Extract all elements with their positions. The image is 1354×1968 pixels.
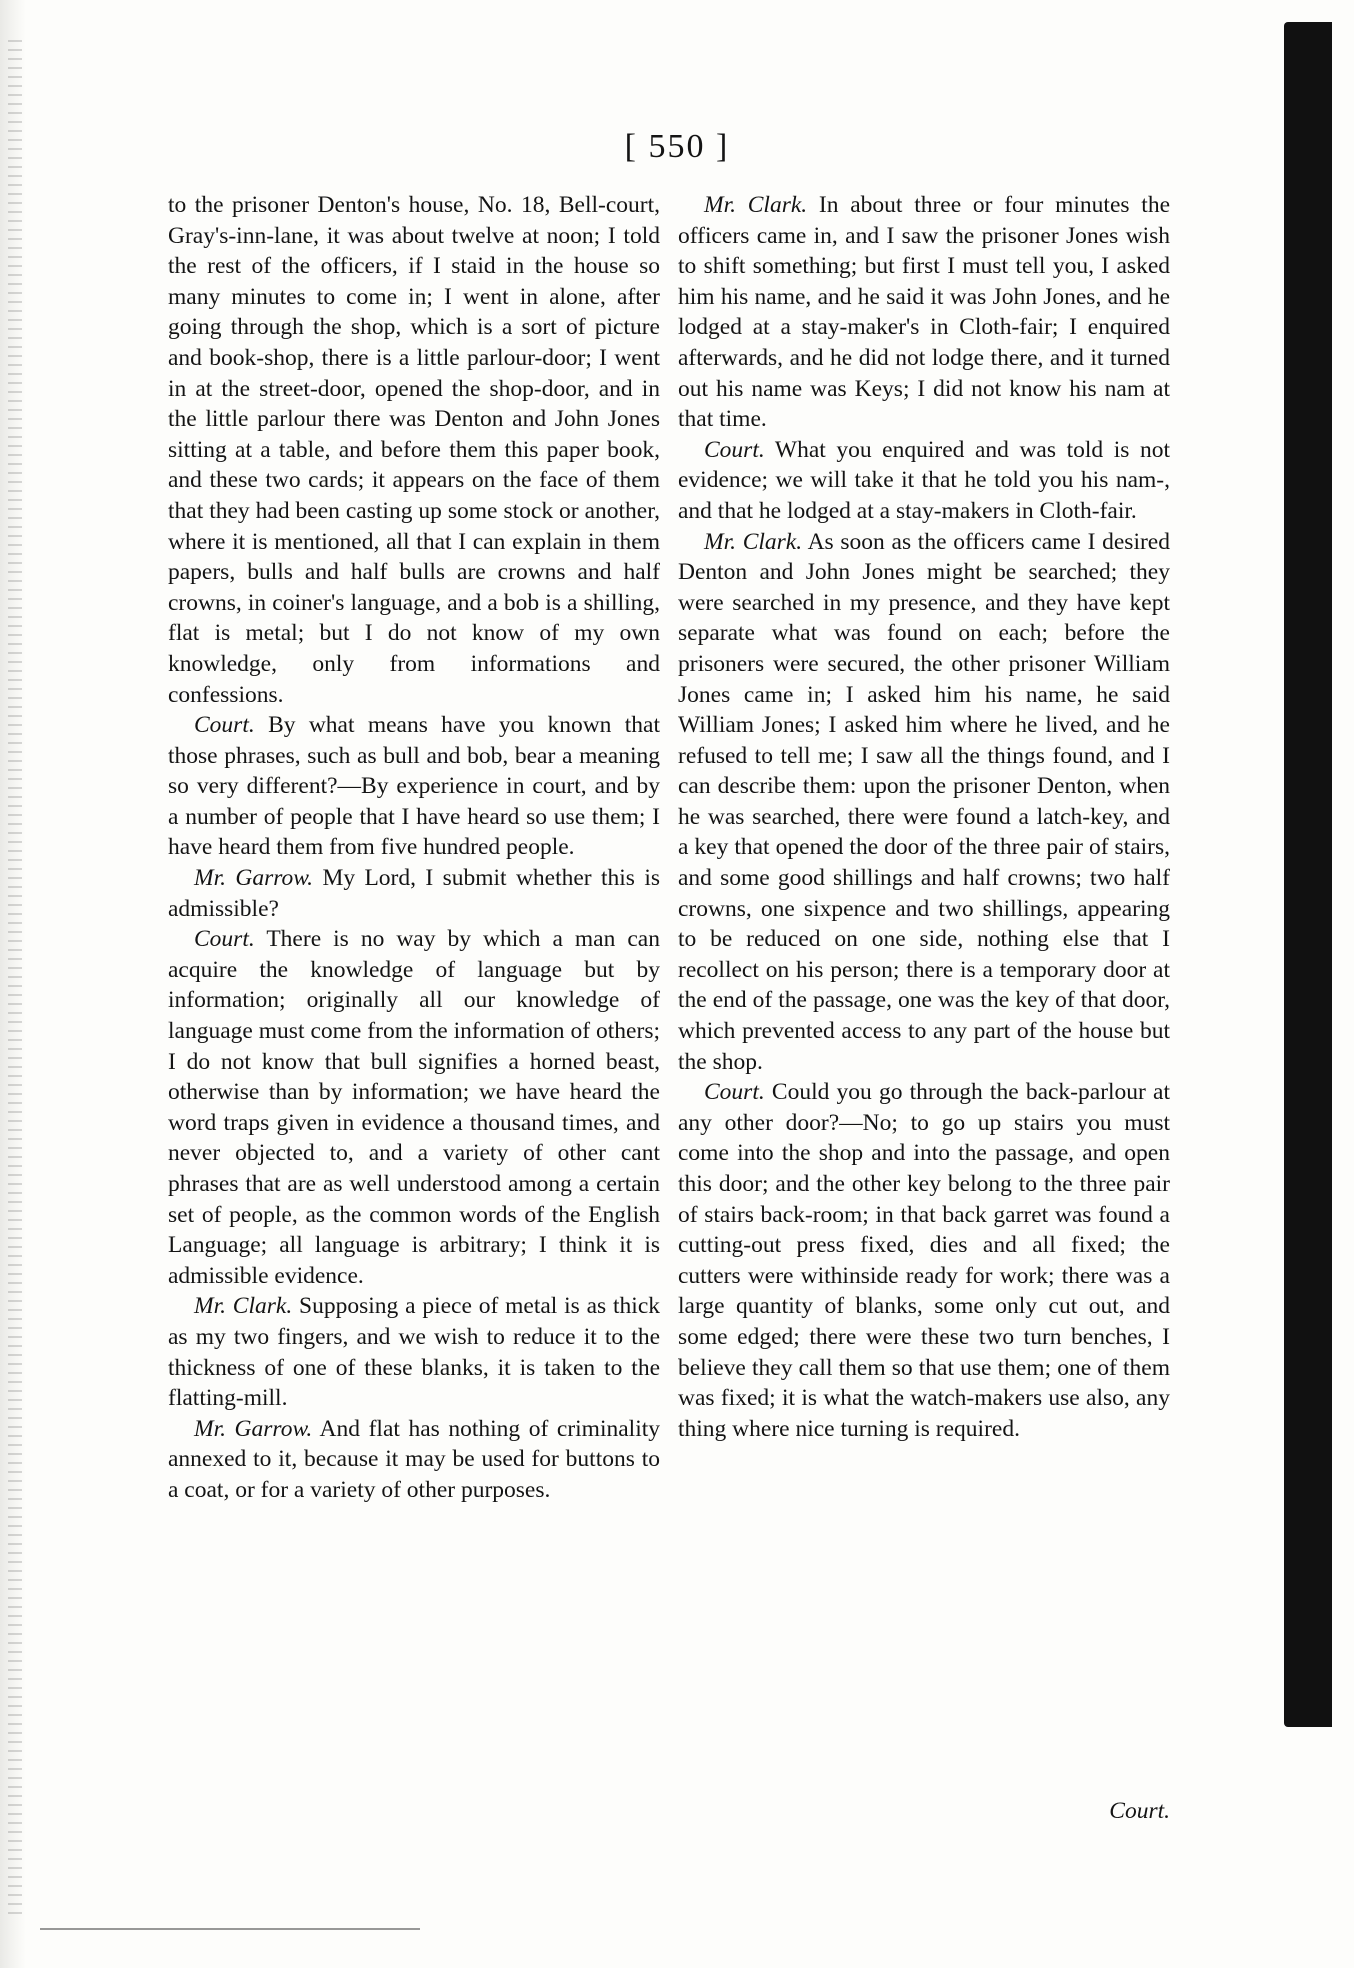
paragraph-text: Could you go through the back-parlour at any other door?—No; to go up stairs you must come into the shop and into the passage, and open this door; and the other key belong to the three pair of stairs back-room; in that back garret was found a cutting-out press fixed, dies and all fixed; the cutters were withinside ready for work; there was a large quantity of blanks, some only cut out, and some edged; there were these two turn benches, I believe they call them so that use them; one of them was fixed; it is what the watch-makers use also, any thing where nice turning is required. <box>678 1079 1171 1442</box>
catchword: Court. <box>1109 1798 1170 1824</box>
paragraph <box>168 1414 660 1506</box>
bottom-rule <box>40 1928 420 1930</box>
speaker-label: Mr. Garrow. <box>194 865 314 892</box>
left-column <box>168 190 660 1506</box>
gutter-specks <box>8 40 22 1920</box>
paragraph-text: As soon as the officers came I desired Denton and John Jones might be searched; they were searched in my presence, and they have kept separate what was found on each; before the prisoners were secured, the other prisoner William Jones came in; I asked him his name, he said William Jones; I asked him where he lived, and he refused to tell me; I saw all the things found, and I can describe them: upon the prisoner Denton, when he was searched, there were found a latch-key, and a key that opened the door of the three pair of stairs, and some good shillings and half crowns; two half crowns, one sixpence and two shillings, appearing to be reduced on one side, nothing else that I recollect on his person; there is a temporary door at the end of the passage, one was the key of that door, which prevented access to any part of the house but the shop. <box>678 528 1170 1075</box>
speaker-label: Court. <box>194 712 255 739</box>
speaker-label: Mr. Clark. <box>704 192 808 218</box>
paragraph-text: to the prisoner Denton's house, No. 18, Bell-court, Gray's-inn-lane, it was about twelve at noon; I told the rest of the officers, if I staid in the house so many minutes to come in; I went in alone, after going through the shop, which is a sort of picture and book-shop, there is a little parlour-door; I went in at the street-door, opened the shop-door, and in the little parlour there was Denton and John Jones sitting at a table, and before them this paper book, and these two cards; it appears on the face of them that they had been casting up some stock or another, where it is mentioned, all that I can explain in them papers, bulls and half bulls are crowns and half crowns, in coiner's language, and a bob is a shilling, flat is metal; but I do not know of my own knowledge, only from informations and confessions. <box>168 192 660 708</box>
paragraph <box>168 710 660 863</box>
paragraph <box>168 924 660 1291</box>
paragraph-text: There is no way by which a man can acquire the knowledge of language but by information; originally all our knowledge of language must come from the information of others; I do not know that bull signifies a horned beast, otherwise than by information; we have heard the word traps given in evidence a thousand times, and never objected to, and a variety of other cant phrases that are as well understood among a certain set of people, as the common words of the English Language; all language is arbitrary; I think it is admissible evidence. <box>168 926 660 1289</box>
speaker-label: Court. <box>704 1079 765 1106</box>
paragraph <box>168 1291 660 1413</box>
paragraph <box>168 863 660 924</box>
paragraph-text: What you enquired and was told is not evidence; we will take it that he told you his nam-, and that he lodged at a stay-makers in Cloth-fair. <box>678 436 1170 524</box>
paragraph <box>678 435 1170 527</box>
paragraph-text: By what means have you known that those phrases, such as bull and bob, bear a meaning so very different?—By experience in court, and by a number of people that I have heard so use them; I have heard them from five hundred people. <box>168 712 660 861</box>
paragraph <box>168 190 660 710</box>
page-edge-shadow <box>1284 22 1332 1727</box>
paragraph-text: And flat has nothing of criminality annexed to it, because it may be used for buttons to a coat, or for a variety of other purposes. <box>168 1415 660 1503</box>
paragraph <box>678 527 1170 1078</box>
paragraph <box>678 1077 1170 1444</box>
paragraph-text: My Lord, I submit whether this is admissible? <box>168 865 660 922</box>
speaker-label: Mr. Clark. <box>194 1293 293 1320</box>
paragraph-text: Supposing a piece of metal is as thick as my two fingers, and we wish to reduce it to the thickness of one of these blanks, it is taken to the flatting-mill. <box>168 1293 661 1412</box>
paragraph <box>678 190 1170 435</box>
paragraph-text: In about three or four minutes the officers came in, and I saw the prisoner Jones wish to shift something; but first I must tell you, I asked him his name, and he said it was John Jones, and he lodged at a stay-maker's in Cloth-fair; I enquired afterwards, and he did not lodge there, and it turned out his name was Keys; I did not know his nam at that time. <box>678 192 1170 433</box>
speaker-label: Court. <box>704 436 765 463</box>
speaker-label: Mr. Clark. <box>704 528 803 555</box>
binding-gutter <box>0 0 26 1968</box>
page-number: [ 550 ] <box>624 128 730 165</box>
speaker-label: Court. <box>194 926 255 953</box>
right-column <box>678 190 1170 1444</box>
speaker-label: Mr. Garrow. <box>194 1415 313 1442</box>
